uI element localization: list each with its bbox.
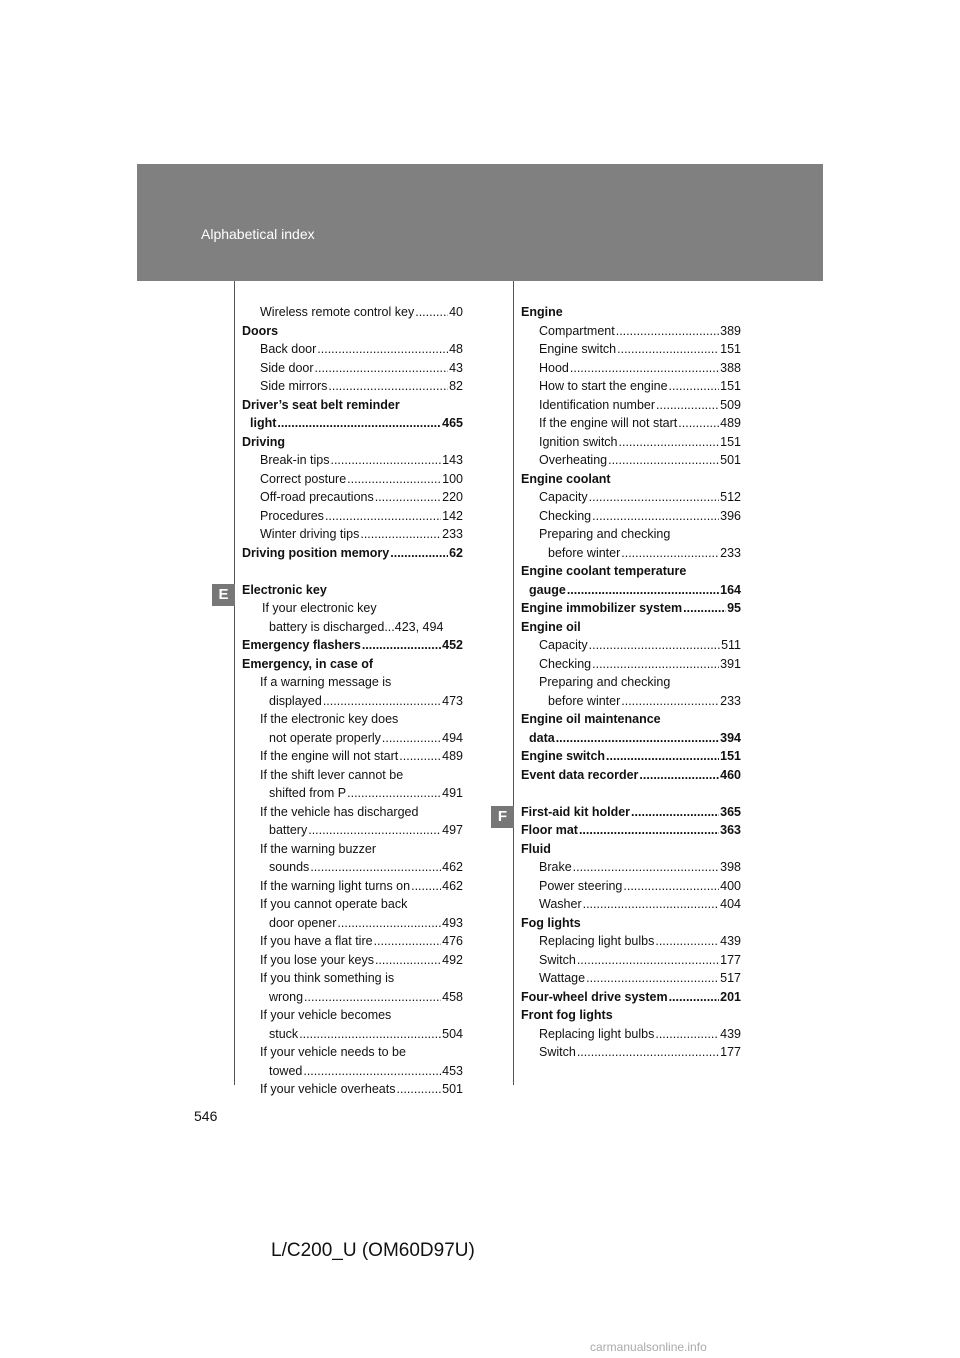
index-entry [242, 877, 463, 896]
index-entry-text: Ignition switch [539, 434, 618, 449]
section-tab-e: E [212, 584, 235, 606]
index-entry-page: 501 [720, 453, 741, 467]
index-entry-text: shifted from P [269, 786, 347, 800]
index-entry-text: Compartment [539, 323, 615, 338]
index-entry [242, 729, 463, 748]
leader-dots [631, 803, 719, 822]
index-entry-page: 460 [720, 767, 741, 782]
index-entry [521, 988, 741, 1007]
index-entry-page: 497 [442, 823, 463, 837]
index-entry [242, 1080, 463, 1099]
index-entry-text: Engine oil [521, 619, 581, 634]
index-entry [521, 433, 741, 452]
index-entry [521, 766, 741, 785]
leader-dots [592, 655, 719, 674]
index-entry-text: Checking [539, 508, 592, 523]
index-group-e [242, 581, 463, 1099]
index-entry-text: If a warning message is [260, 675, 392, 689]
index-entry [242, 821, 463, 840]
leader-dots [623, 877, 719, 896]
index-entry-page: 473 [442, 693, 463, 708]
leader-dots [606, 747, 719, 766]
index-entry-text: Brake [539, 860, 572, 874]
leader-dots [330, 451, 441, 470]
index-entry-text: Emergency flashers [242, 638, 361, 652]
index-entry [242, 1062, 463, 1081]
index-entry-page: 151 [720, 342, 741, 356]
leader-dots [415, 303, 448, 322]
index-entry [242, 803, 463, 822]
index-entry [242, 914, 463, 933]
header-bar [137, 164, 823, 281]
index-entry-text: Checking [539, 656, 592, 671]
index-entry-text: data [529, 730, 555, 745]
leader-dots [328, 377, 448, 396]
index-entry [521, 1025, 741, 1044]
leader-dots [621, 544, 719, 563]
index-entry-text: Correct posture [260, 471, 347, 486]
leader-dots [616, 322, 719, 341]
leader-dots [669, 377, 720, 396]
index-entry-text: Back door [260, 342, 317, 356]
leader-dots [374, 932, 442, 951]
index-entry-text: If your vehicle needs to be [260, 1045, 406, 1059]
index-entry [521, 951, 741, 970]
index-entry-page: 462 [442, 878, 463, 893]
index-entry-text: Engine [521, 305, 563, 319]
index-entry [521, 396, 741, 415]
index-entry-text: If you think something is [260, 971, 395, 985]
index-entry-page: 62 [449, 545, 463, 560]
leader-dots [570, 359, 719, 378]
index-entry [521, 821, 741, 840]
index-entry-page: 493 [442, 915, 463, 930]
index-entry [242, 303, 463, 322]
index-entry-text: battery is discharged...423, 494 [269, 619, 444, 634]
index-entry [242, 488, 463, 507]
index-entry-text: door opener [269, 915, 337, 930]
index-entry-text: If you have a flat tire [260, 934, 373, 948]
index-entry-text: If the electronic key does [260, 712, 399, 726]
index-entry-page: 489 [442, 749, 463, 763]
leader-dots [583, 895, 720, 914]
page-title: Alphabetical index [201, 226, 315, 242]
index-entry [521, 562, 741, 581]
leader-dots [556, 729, 719, 748]
column-divider-right [513, 281, 514, 1085]
leader-dots [411, 877, 441, 896]
index-entry-text: not operate properly [269, 730, 381, 745]
leader-dots [579, 821, 719, 840]
index-entry-text: Washer [539, 897, 582, 911]
leader-dots [678, 414, 719, 433]
index-entry [521, 655, 741, 674]
index-entry-text: sounds [269, 860, 310, 874]
index-entry-text: Replacing light bulbs [539, 1026, 655, 1041]
leader-dots [362, 636, 441, 655]
leader-dots [325, 507, 441, 526]
index-entry [242, 895, 463, 914]
index-entry-text: If you lose your keys [260, 952, 374, 967]
index-entry-text: Overheating [539, 453, 608, 467]
index-entry-text: If the shift lever cannot be [260, 767, 404, 782]
leader-dots [397, 1080, 442, 1099]
index-entry-text: If the vehicle has discharged [260, 804, 419, 819]
index-entry [242, 636, 463, 655]
index-entry [242, 747, 463, 766]
leader-dots [347, 784, 441, 803]
index-entry [521, 618, 741, 637]
index-entry-text: If your vehicle overheats [260, 1082, 396, 1096]
leader-dots [589, 636, 720, 655]
index-column-left [242, 303, 463, 1099]
leader-dots [577, 1043, 719, 1062]
index-entry-text: Switch [539, 952, 576, 967]
index-entry-text: Fog lights [521, 915, 581, 930]
index-entry-page: 453 [442, 1063, 463, 1078]
index-entry-text: Power steering [539, 878, 623, 893]
index-entry-text: Engine immobilizer system [521, 601, 683, 615]
index-entry [521, 895, 741, 914]
index-entry [521, 969, 741, 988]
index-entry-text: If the engine will not start [539, 416, 678, 430]
index-entry-page: 143 [442, 453, 463, 467]
leader-dots [589, 488, 720, 507]
index-entry-text: If the warning buzzer [260, 841, 377, 856]
index-entry-text: wrong [269, 989, 304, 1004]
index-entry [521, 710, 741, 729]
index-entry-page: 164 [720, 582, 741, 597]
index-entry [242, 655, 463, 674]
watermark: carmanualsonline.info [590, 1340, 707, 1354]
index-entry [521, 544, 741, 563]
index-entry [521, 729, 741, 748]
index-group-e-cont [521, 303, 741, 784]
index-entry-text: Electronic key [242, 582, 327, 597]
index-entry-text: light [250, 416, 277, 430]
index-entry-page: 389 [720, 323, 741, 338]
index-entry-text: before winter [548, 545, 621, 560]
index-entry-page: 100 [442, 471, 463, 486]
index-entry-text: Engine coolant [521, 471, 611, 486]
index-entry-text: Engine switch [521, 749, 606, 763]
index-entry-page: 396 [720, 508, 741, 523]
index-entry [521, 340, 741, 359]
index-entry-text: Doors [242, 323, 279, 338]
index-entry-text: Front fog lights [521, 1008, 613, 1022]
index-entry-text: Driver’s seat belt reminder [242, 397, 400, 412]
index-entry-page: 504 [442, 1026, 463, 1041]
index-entry [242, 544, 463, 563]
index-group-f [521, 803, 741, 1062]
leader-dots [375, 488, 441, 507]
leader-dots [310, 858, 441, 877]
index-entry-page: 489 [720, 416, 741, 430]
leader-dots [621, 692, 719, 711]
index-entry-page: 476 [442, 934, 463, 948]
index-entry-text: Fluid [521, 841, 551, 856]
index-entry [521, 877, 741, 896]
index-entry [521, 322, 741, 341]
index-entry [242, 525, 463, 544]
index-entry [521, 932, 741, 951]
index-entry-text: Four-wheel drive system [521, 989, 668, 1004]
index-entry [242, 599, 463, 618]
index-entry-page: 365 [720, 804, 741, 819]
index-entry-page: 48 [449, 342, 463, 356]
index-entry-page: 400 [720, 878, 741, 893]
index-entry-text: Engine oil maintenance [521, 712, 661, 726]
index-entry-text: Hood [539, 360, 569, 375]
index-entry [242, 951, 463, 970]
leader-dots [655, 932, 719, 951]
page-number: 546 [194, 1108, 218, 1124]
index-entry-page: 458 [442, 989, 463, 1004]
index-entry [521, 377, 741, 396]
index-entry-page: 439 [720, 1026, 741, 1041]
column-divider-left [234, 281, 235, 1085]
leader-dots [669, 988, 720, 1007]
index-entry [242, 673, 463, 692]
index-entry-text: Switch [539, 1045, 576, 1059]
index-entry [521, 914, 741, 933]
index-entry-text: If your vehicle becomes [260, 1008, 392, 1022]
index-column-right [521, 303, 741, 1062]
index-entry [242, 340, 463, 359]
leader-dots [656, 396, 719, 415]
index-entry-text: How to start the engine [539, 379, 668, 393]
index-entry [521, 303, 741, 322]
index-entry [242, 710, 463, 729]
index-entry-text: First-aid kit holder [521, 804, 631, 819]
index-entry-text: gauge [529, 582, 566, 597]
leader-dots [308, 821, 441, 840]
index-entry-page: 177 [720, 952, 741, 967]
index-group-d [242, 303, 463, 562]
index-entry [242, 414, 463, 433]
index-entry-page: 492 [442, 952, 463, 967]
leader-dots [360, 525, 441, 544]
index-entry-page: 494 [442, 730, 463, 745]
leader-dots [655, 1025, 719, 1044]
index-entry-page: 220 [442, 490, 463, 504]
index-entry-page: 509 [720, 397, 741, 412]
leader-dots [277, 414, 441, 433]
index-entry [242, 1025, 463, 1044]
index-entry [242, 396, 463, 415]
index-entry-text: Preparing and checking [539, 675, 671, 689]
index-entry-text: If the engine will not start [260, 749, 399, 763]
index-entry-page: 233 [720, 693, 741, 708]
leader-dots [337, 914, 441, 933]
index-entry [521, 525, 741, 544]
index-entry [521, 840, 741, 859]
index-entry [242, 692, 463, 711]
index-entry-text: towed [269, 1063, 303, 1078]
index-entry [521, 1006, 741, 1025]
index-entry [242, 433, 463, 452]
leader-dots [399, 747, 441, 766]
index-entry [242, 858, 463, 877]
index-entry-page: 43 [449, 360, 463, 375]
index-entry [242, 470, 463, 489]
leader-dots [592, 507, 719, 526]
index-entry-text: Procedures [260, 508, 324, 523]
index-entry-text: Engine switch [539, 342, 617, 356]
index-entry-page: 201 [720, 989, 741, 1004]
leader-dots [586, 969, 719, 988]
index-entry [242, 451, 463, 470]
index-entry-text: displayed [269, 693, 322, 708]
leader-dots [347, 470, 441, 489]
leader-dots [617, 340, 719, 359]
index-entry [242, 969, 463, 988]
index-entry [521, 692, 741, 711]
index-entry-page: 465 [442, 416, 463, 430]
leader-dots [382, 729, 441, 748]
index-entry-page: 142 [442, 508, 463, 523]
index-entry [242, 1006, 463, 1025]
leader-dots [639, 766, 719, 785]
index-entry-text: If the warning light turns on [260, 878, 411, 893]
index-entry [521, 599, 741, 618]
index-entry-text: If you cannot operate back [260, 897, 408, 911]
index-entry-page: 394 [720, 730, 741, 745]
index-entry-page: 452 [442, 638, 463, 652]
leader-dots [303, 1062, 441, 1081]
leader-dots [317, 340, 448, 359]
leader-dots [577, 951, 719, 970]
index-entry [521, 673, 741, 692]
leader-dots [608, 451, 719, 470]
index-entry-page: 363 [720, 823, 741, 837]
index-entry-text: Off-road precautions [260, 490, 374, 504]
index-entry-page: 404 [720, 897, 741, 911]
index-entry-text: Side door [260, 360, 314, 375]
index-entry-page: 439 [720, 934, 741, 948]
index-entry-page: 151 [720, 749, 741, 763]
index-entry [242, 507, 463, 526]
index-entry [242, 766, 463, 785]
index-entry-page: 40 [449, 305, 463, 319]
section-tab-f: F [491, 806, 514, 828]
index-entry [242, 784, 463, 803]
index-entry-page: 233 [442, 527, 463, 541]
index-entry-page: 177 [720, 1045, 741, 1059]
index-entry [242, 1043, 463, 1062]
index-entry-page: 512 [720, 490, 741, 504]
index-entry-text: Wattage [539, 971, 586, 985]
index-entry-page: 151 [720, 379, 741, 393]
leader-dots [375, 951, 441, 970]
index-entry-text: Identification number [539, 397, 656, 412]
leader-dots [390, 544, 448, 563]
leader-dots [323, 692, 441, 711]
index-entry [521, 414, 741, 433]
index-entry-text: Winter driving tips [260, 527, 360, 541]
index-entry-page: 391 [720, 656, 741, 671]
index-entry-text: Emergency, in case of [242, 656, 374, 671]
index-entry-page: 95 [727, 601, 741, 615]
index-entry-page: 517 [720, 971, 741, 985]
index-entry-text: stuck [269, 1026, 299, 1041]
index-entry-page: 233 [720, 545, 741, 560]
index-entry [521, 451, 741, 470]
index-entry-text: Capacity [539, 638, 588, 652]
index-entry-text: Preparing and checking [539, 527, 671, 541]
index-entry [521, 507, 741, 526]
index-entry-page: 82 [449, 379, 463, 393]
leader-dots [315, 359, 449, 378]
index-entry-text: battery [269, 823, 308, 837]
leader-dots [304, 988, 441, 1007]
leader-dots [573, 858, 719, 877]
index-entry-page: 462 [442, 860, 463, 874]
index-entry [521, 858, 741, 877]
leader-dots [299, 1025, 441, 1044]
index-entry-page: 151 [720, 434, 741, 449]
document-code: L/C200_U (OM60D97U) [271, 1240, 475, 1261]
index-entry-text: Engine coolant temperature [521, 564, 687, 578]
index-entry-text: before winter [548, 693, 621, 708]
index-entry [521, 488, 741, 507]
index-entry-text: Break-in tips [260, 453, 330, 467]
index-entry [521, 803, 741, 822]
index-entry [521, 1043, 741, 1062]
index-entry-text: Floor mat [521, 823, 578, 837]
leader-dots [683, 599, 726, 618]
index-entry [242, 988, 463, 1007]
index-entry-text: If your electronic key [262, 601, 377, 615]
index-entry [242, 932, 463, 951]
index-entry-text: Driving position memory [242, 545, 390, 560]
index-entry [521, 747, 741, 766]
index-entry [242, 618, 463, 637]
index-entry-page: 491 [442, 786, 463, 800]
index-entry-text: Capacity [539, 490, 588, 504]
index-entry [242, 322, 463, 341]
index-entry-page: 388 [720, 360, 741, 375]
index-entry [521, 636, 741, 655]
leader-dots [567, 581, 719, 600]
leader-dots [619, 433, 720, 452]
index-entry-text: Side mirrors [260, 379, 328, 393]
index-entry [521, 581, 741, 600]
index-entry-page: 511 [721, 638, 741, 652]
index-entry-text: Driving [242, 434, 286, 449]
index-entry [242, 377, 463, 396]
index-entry [242, 581, 463, 600]
index-entry-page: 501 [442, 1082, 463, 1096]
index-entry [242, 359, 463, 378]
index-entry-text: Replacing light bulbs [539, 934, 655, 948]
index-entry-text: Event data recorder [521, 767, 639, 782]
index-entry [242, 840, 463, 859]
index-entry-text: Wireless remote control key [260, 305, 415, 319]
index-entry-page: 398 [720, 860, 741, 874]
index-entry [521, 359, 741, 378]
index-entry [521, 470, 741, 489]
